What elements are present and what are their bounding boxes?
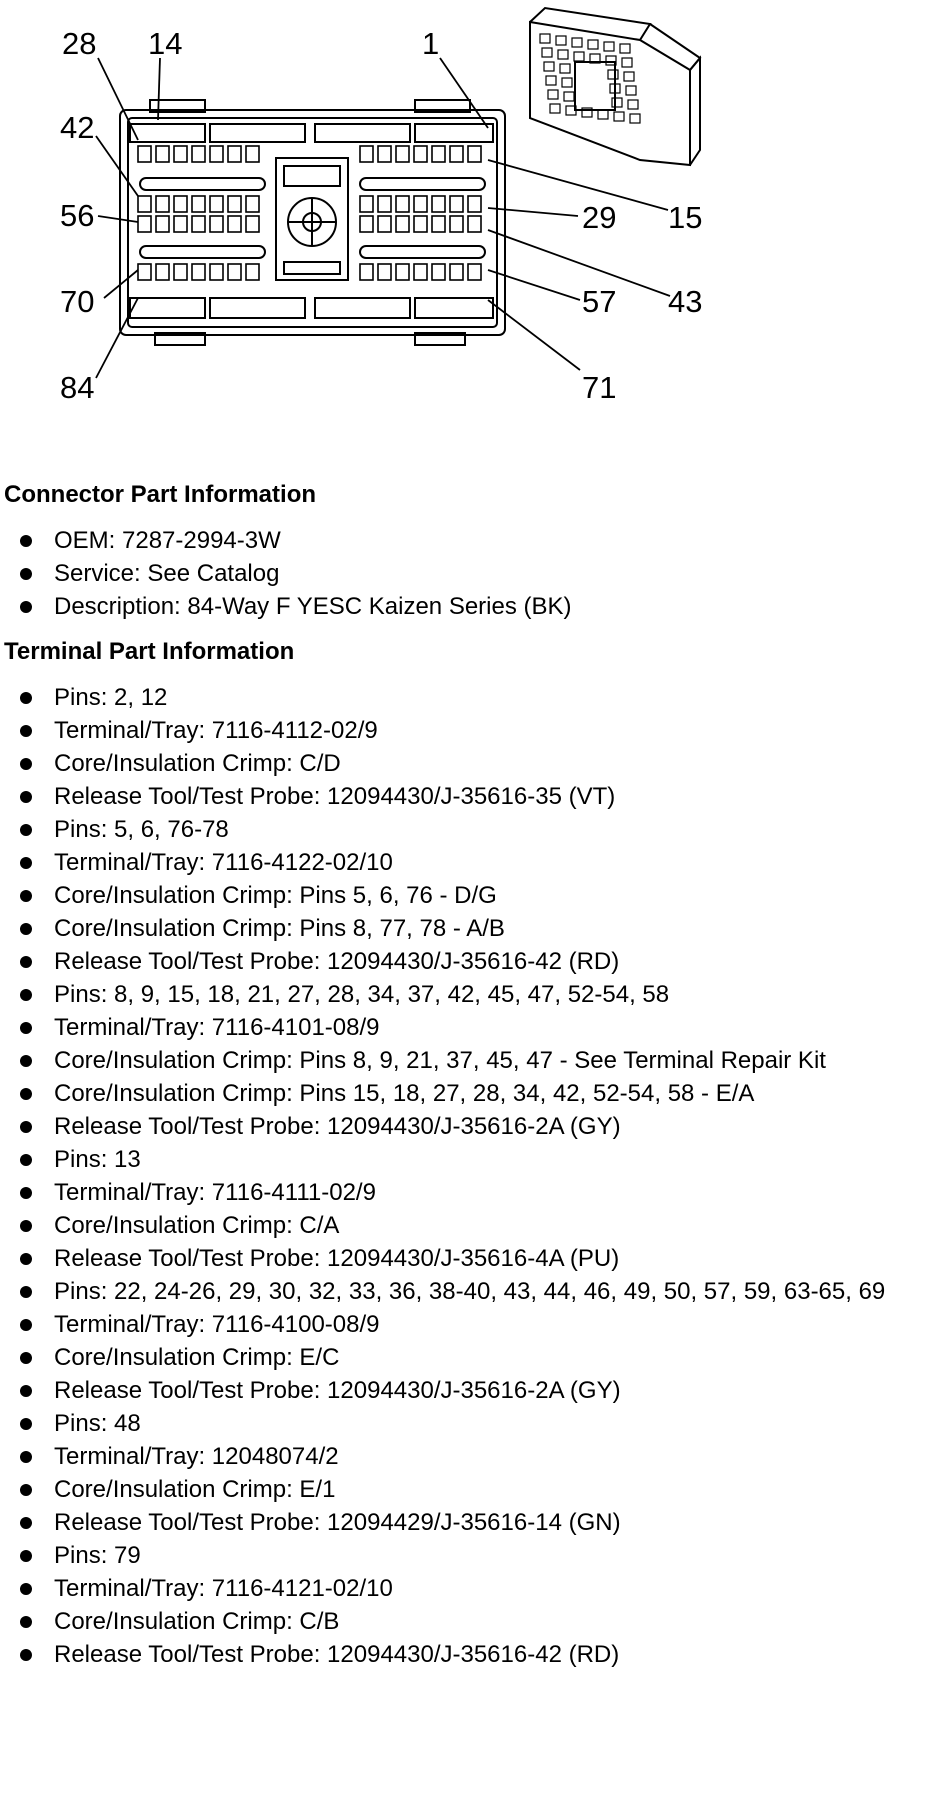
info-item: Release Tool/Test Probe: 12094430/J-35616-2A (GY) <box>0 1110 944 1143</box>
terminal-cavity <box>156 196 169 212</box>
terminal-cavity <box>246 196 259 212</box>
terminal-cavity <box>228 146 241 162</box>
callout-56: 56 <box>60 198 95 233</box>
terminal-cavity <box>192 264 205 280</box>
terminal-cavity <box>210 146 223 162</box>
terminal-group <box>0 813 944 978</box>
terminal-cavity <box>396 146 409 162</box>
thumbnail-cavity <box>574 52 584 61</box>
terminal-cavity <box>192 216 205 232</box>
terminal-cavity <box>396 216 409 232</box>
terminal-cavity <box>360 146 373 162</box>
thumbnail-cavity <box>540 34 550 43</box>
thumbnail-cavity <box>628 100 638 109</box>
terminal-cavity <box>432 146 445 162</box>
info-item: Core/Insulation Crimp: E/1 <box>0 1473 944 1506</box>
terminal-cavity <box>450 196 463 212</box>
info-item: Release Tool/Test Probe: 12094430/J-35616-4A (PU) <box>0 1242 944 1275</box>
info-item: Release Tool/Test Probe: 12094430/J-35616-42 (RD) <box>0 945 944 978</box>
connector-heading: Connector Part Information <box>4 481 317 508</box>
thumbnail-cavity <box>572 38 582 47</box>
callout-57: 57 <box>582 284 617 319</box>
info-item: Terminal/Tray: 7116-4111-02/9 <box>0 1176 944 1209</box>
terminal-group <box>0 681 944 813</box>
callout-70: 70 <box>60 284 95 319</box>
terminal-cavity <box>192 196 205 212</box>
terminal-cavity <box>228 264 241 280</box>
callout-28: 28 <box>62 26 97 61</box>
thumbnail-cavity <box>544 62 554 71</box>
callout-29: 29 <box>582 200 617 235</box>
terminal-cavity <box>432 216 445 232</box>
info-item: Core/Insulation Crimp: Pins 15, 18, 27, 28, 34, 42, 52-54, 58 - E/A <box>0 1077 944 1110</box>
thumbnail-cavity <box>620 44 630 53</box>
info-item: Pins: 2, 12 <box>0 681 944 714</box>
connector-info-list <box>0 524 944 623</box>
terminal-cavity <box>246 264 259 280</box>
terminal-cavity <box>228 196 241 212</box>
terminal-cavity <box>396 264 409 280</box>
info-item: Terminal/Tray: 7116-4100-08/9 <box>0 1308 944 1341</box>
thumbnail-cavity <box>622 58 632 67</box>
terminal-cavity <box>414 196 427 212</box>
thumbnail-cavity <box>558 50 568 59</box>
info-item: Terminal/Tray: 7116-4112-02/9 <box>0 714 944 747</box>
thumbnail-cavity <box>604 42 614 51</box>
terminal-cavity <box>468 196 481 212</box>
thumbnail-cavity <box>612 98 622 107</box>
info-item: Core/Insulation Crimp: Pins 5, 6, 76 - D/G <box>0 879 944 912</box>
terminal-cavity <box>414 216 427 232</box>
thumbnail-cavity <box>626 86 636 95</box>
thumbnail-cavity <box>564 92 574 101</box>
info-item: Pins: 79 <box>0 1539 944 1572</box>
terminal-cavity <box>468 216 481 232</box>
terminal-group <box>0 978 944 1143</box>
terminal-cavity <box>156 146 169 162</box>
info-item: Core/Insulation Crimp: C/B <box>0 1605 944 1638</box>
terminal-cavity <box>414 146 427 162</box>
info-item: Release Tool/Test Probe: 12094430/J-35616-35 (VT) <box>0 780 944 813</box>
thumbnail-cavity <box>588 40 598 49</box>
terminal-cavity <box>174 146 187 162</box>
thumbnail-cavity <box>550 104 560 113</box>
terminal-cavity <box>468 146 481 162</box>
info-item: Pins: 13 <box>0 1143 944 1176</box>
terminal-cavity <box>432 196 445 212</box>
terminal-cavity <box>138 264 151 280</box>
connector-face-diagram <box>0 0 944 440</box>
thumbnail-cavity <box>608 70 618 79</box>
thumbnail-cavity <box>556 36 566 45</box>
info-item: Core/Insulation Crimp: C/A <box>0 1209 944 1242</box>
callout-84: 84 <box>60 370 95 405</box>
terminal-heading: Terminal Part Information <box>4 638 295 665</box>
info-item: Core/Insulation Crimp: Pins 8, 9, 21, 37, 45, 47 - See Terminal Repair Kit <box>0 1044 944 1077</box>
info-item: Release Tool/Test Probe: 12094430/J-35616-2A (GY) <box>0 1374 944 1407</box>
thumbnail-cavity <box>546 76 556 85</box>
info-item: OEM: 7287-2994-3W <box>0 524 944 557</box>
terminal-cavity <box>450 216 463 232</box>
terminal-cavity <box>360 216 373 232</box>
callout-42: 42 <box>60 110 95 145</box>
info-item: Release Tool/Test Probe: 12094429/J-35616-14 (GN) <box>0 1506 944 1539</box>
terminal-cavity <box>156 216 169 232</box>
terminal-group <box>0 1275 944 1407</box>
connector-part-information <box>0 476 944 623</box>
info-item: Pins: 5, 6, 76-78 <box>0 813 944 846</box>
thumbnail-cavity <box>560 64 570 73</box>
terminal-cavity <box>174 196 187 212</box>
info-item: Terminal/Tray: 7116-4101-08/9 <box>0 1011 944 1044</box>
thumbnail-cavity <box>562 78 572 87</box>
thumbnail-cavity <box>630 114 640 123</box>
terminal-cavity <box>210 216 223 232</box>
terminal-cavity <box>210 196 223 212</box>
info-item: Terminal/Tray: 7116-4122-02/10 <box>0 846 944 879</box>
terminal-cavity <box>228 216 241 232</box>
thumbnail-cavity <box>542 48 552 57</box>
terminal-cavity <box>450 264 463 280</box>
terminal-groups <box>0 681 944 1671</box>
info-item: Terminal/Tray: 7116-4121-02/10 <box>0 1572 944 1605</box>
info-item: Pins: 22, 24-26, 29, 30, 32, 33, 36, 38-40, 43, 44, 46, 49, 50, 57, 59, 63-65, 69 <box>0 1275 944 1308</box>
terminal-cavity <box>414 264 427 280</box>
terminal-cavity <box>468 264 481 280</box>
terminal-cavity <box>396 196 409 212</box>
terminal-cavity <box>156 264 169 280</box>
terminal-cavity <box>174 264 187 280</box>
thumbnail-cavity <box>548 90 558 99</box>
terminal-cavity <box>450 146 463 162</box>
terminal-cavity <box>378 146 391 162</box>
callout-43: 43 <box>668 284 703 319</box>
terminal-cavity <box>210 264 223 280</box>
terminal-cavity <box>378 264 391 280</box>
callout-14: 14 <box>148 26 183 61</box>
terminal-cavity <box>378 196 391 212</box>
terminal-cavity <box>174 216 187 232</box>
terminal-part-information <box>0 633 944 1671</box>
info-item: Service: See Catalog <box>0 557 944 590</box>
terminal-cavity <box>246 216 259 232</box>
terminal-cavity <box>192 146 205 162</box>
terminal-cavity <box>432 264 445 280</box>
info-item: Release Tool/Test Probe: 12094430/J-35616-42 (RD) <box>0 1638 944 1671</box>
terminal-group <box>0 1539 944 1671</box>
terminal-cavity <box>138 216 151 232</box>
thumbnail-cavity <box>614 112 624 121</box>
terminal-cavity <box>360 264 373 280</box>
callout-71: 71 <box>582 370 617 405</box>
info-item: Pins: 48 <box>0 1407 944 1440</box>
info-item: Terminal/Tray: 12048074/2 <box>0 1440 944 1473</box>
callout-15: 15 <box>668 200 703 235</box>
thumbnail-cavity <box>598 110 608 119</box>
info-item: Core/Insulation Crimp: Pins 8, 77, 78 - A/B <box>0 912 944 945</box>
info-item: Core/Insulation Crimp: C/D <box>0 747 944 780</box>
terminal-cavity <box>360 196 373 212</box>
terminal-cavity <box>138 146 151 162</box>
info-item: Description: 84-Way F YESC Kaizen Series (BK) <box>0 590 944 623</box>
terminal-cavity <box>378 216 391 232</box>
info-item: Pins: 8, 9, 15, 18, 21, 27, 28, 34, 37, 42, 45, 47, 52-54, 58 <box>0 978 944 1011</box>
terminal-group <box>0 1407 944 1539</box>
thumbnail-cavity <box>624 72 634 81</box>
callout-1: 1 <box>422 26 440 61</box>
info-item: Core/Insulation Crimp: E/C <box>0 1341 944 1374</box>
terminal-cavity <box>138 196 151 212</box>
terminal-group <box>0 1143 944 1275</box>
terminal-cavity <box>246 146 259 162</box>
